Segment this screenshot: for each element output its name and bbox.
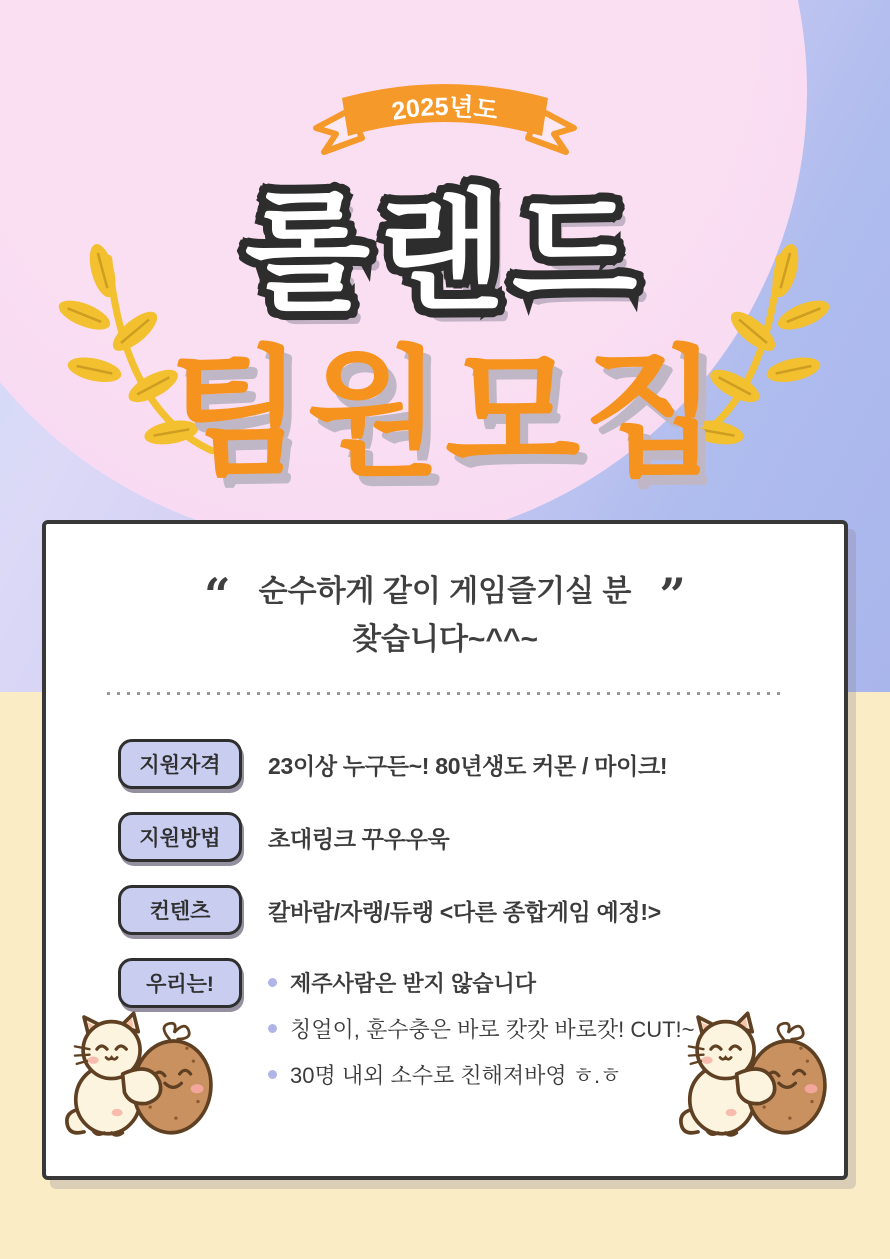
list-item: [268, 967, 695, 998]
dot-icon: [268, 1024, 277, 1033]
bullet-text-2: 칭얼이, 훈수충은 바로 캇캇 바로캇! CUT!~: [290, 1017, 695, 1042]
badge-about-us: 우리는!: [118, 958, 242, 1008]
list-item: [268, 1013, 695, 1044]
row-contents: [118, 885, 844, 935]
poster-title-main: 롤랜드 롤랜드: [0, 148, 890, 335]
dotted-divider: [107, 692, 783, 695]
cat-hugging-potato-icon: [58, 1006, 224, 1142]
bullet-text-3: 30명 내외 소수로 친해져바영 ㅎ.ㅎ: [290, 1063, 622, 1088]
how-to-apply-text: 초대링크 꾸우우욱: [268, 826, 450, 852]
row-how-to-apply: [118, 812, 844, 862]
close-quote-icon: ”: [659, 568, 686, 622]
contents-text: 칼바람/자랭/듀랭 <다른 종합게임 예정!>: [268, 899, 661, 925]
bullet-text-1: 제주사람은 받지 않습니다: [290, 971, 536, 996]
ribbon-year-text: 2025년도: [389, 92, 500, 126]
badge-contents: 컨텐츠: [118, 885, 242, 935]
badge-eligibility: 지원자격: [118, 739, 242, 789]
quote-text-1: 순수하게 같이 게임즐기실 분: [258, 575, 632, 608]
poster-title-sub: 팀원모집: [168, 335, 722, 492]
dot-icon: [268, 978, 277, 987]
badge-how-to-apply: 지원방법: [118, 812, 242, 862]
eligibility-text: 23이상 누구든~! 80년생도 커몬 / 마이크!: [268, 753, 668, 779]
about-us-bullets: [268, 967, 695, 1090]
row-eligibility: [118, 739, 844, 789]
quote-block: [46, 568, 844, 664]
quote-line-1: [46, 568, 844, 622]
list-item: [268, 1059, 695, 1090]
cat-hugging-potato-icon: [672, 1006, 838, 1142]
content-card: [42, 520, 848, 1180]
open-quote-icon: “: [204, 568, 231, 622]
dot-icon: [268, 1070, 277, 1079]
quote-line-2: 찾습니다~^^~: [352, 623, 538, 656]
